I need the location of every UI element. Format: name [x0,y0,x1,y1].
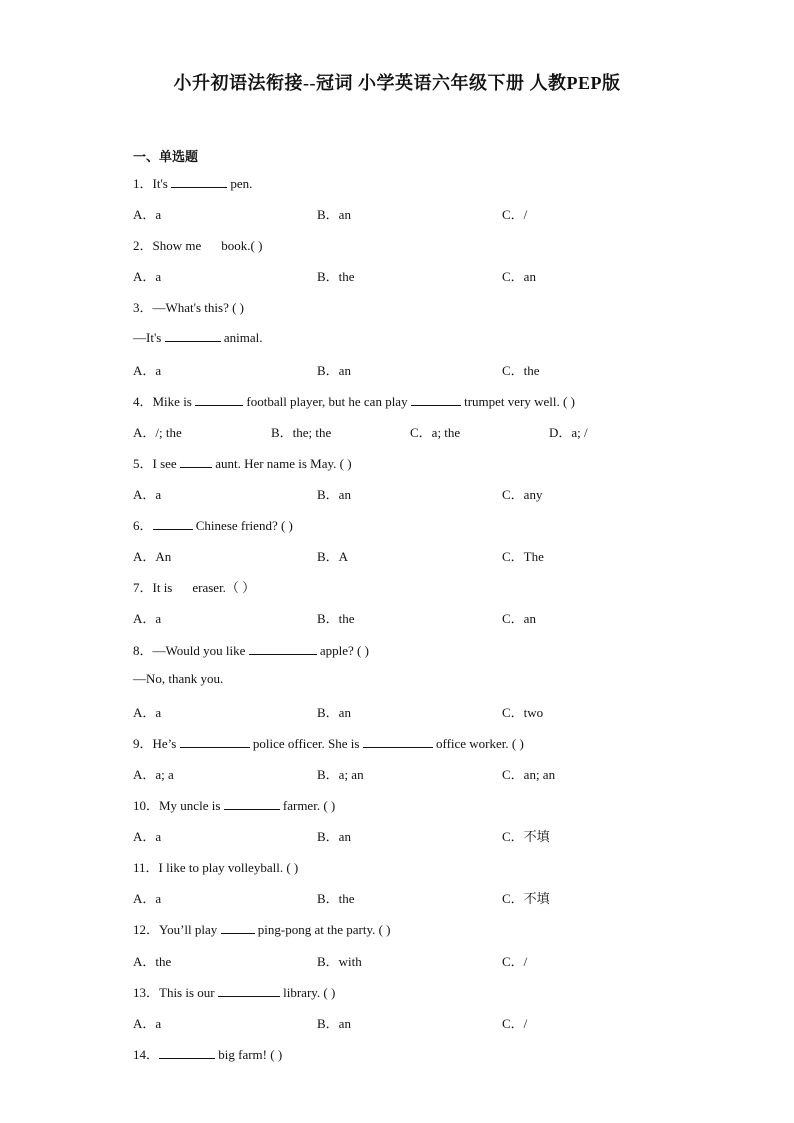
options-row [133,422,693,438]
question-stem [133,453,352,472]
option-a[interactable]: A．a [133,487,162,502]
answer-blank[interactable] [221,921,255,934]
option-c[interactable]: C．the [502,362,540,378]
option-d[interactable]: D．a; / [549,424,588,440]
question-stem [133,297,244,316]
stem-text: 13．This is our [133,984,218,1000]
option-a[interactable]: A．the [133,953,172,969]
answer-blank[interactable] [249,642,317,655]
option-a[interactable]: A．a [133,611,162,627]
option-a[interactable]: A．An [133,549,172,565]
option-b[interactable]: B．an [317,207,351,223]
options-row [133,826,693,845]
question-stem [133,1044,282,1063]
stem-text: Chinese friend? ( ) [192,518,293,534]
answer-blank[interactable] [224,797,280,810]
stem-text: 9．He’s [133,735,180,751]
options-row [133,1013,693,1029]
option-c[interactable]: C．an [502,611,536,627]
option-c[interactable]: C．不填 [502,829,550,845]
answer-blank[interactable] [195,393,243,406]
stem-text: pen. [227,176,253,191]
question-stem [133,329,262,346]
options-row [133,360,693,376]
stem-text: 8．—Would you like [133,642,249,658]
option-c[interactable]: C．/ [502,207,528,223]
stem-text: 7．It is [133,580,173,596]
option-b[interactable]: B．a; an [317,766,364,782]
stem-text: police officer. She is [249,735,363,751]
stem-text: 3．—What's this? ( ) [133,300,245,316]
stem-text: 5．I see [133,455,180,471]
option-a[interactable]: A．a [133,207,162,223]
question-stem [133,795,335,814]
question-stem [133,577,255,596]
option-b[interactable]: B．with [317,953,362,969]
answer-blank[interactable] [180,735,250,748]
option-a[interactable]: A．a; a [133,766,174,782]
option-c[interactable]: C．an; an [502,766,556,782]
section-heading: 一、单选题 [133,149,199,164]
stem-text: 10．My uncle is [133,798,224,813]
option-b[interactable]: B．the [317,611,355,627]
stem-text: 1．It's [133,176,172,191]
answer-blank[interactable] [159,1046,215,1059]
option-a[interactable]: A．a [133,891,162,907]
options-row [133,546,693,565]
question-stem [133,515,293,534]
option-c[interactable]: C．/ [502,1015,528,1031]
option-b[interactable]: B．an [317,1015,351,1031]
options-row [133,608,693,627]
stem-text: 14． [133,1046,160,1062]
stem-text: eraser.（ ） [192,580,256,596]
option-a[interactable]: A．a [133,269,162,285]
option-a[interactable]: A．a [133,1015,162,1031]
stem-text: ping-pong at the party. ( ) [254,922,391,938]
option-a[interactable]: A．a [133,362,162,378]
stem-text: —It's [133,329,165,345]
stem-text: big farm! ( ) [215,1046,283,1062]
option-c[interactable]: C．a; the [410,424,461,440]
stem-text: 12．You’ll play [133,922,221,938]
answer-blank[interactable] [411,393,461,406]
options-row [133,484,693,500]
options-row [133,204,693,223]
question-stem [133,919,391,938]
option-c[interactable]: C．不填 [502,891,550,907]
answer-blank[interactable] [165,329,221,342]
option-a[interactable]: A．a [133,829,162,845]
question-stem [133,733,524,752]
answer-blank[interactable] [363,735,433,748]
answer-blank[interactable] [218,984,280,997]
option-a[interactable]: A．/; the [133,424,182,440]
option-a[interactable]: A．a [133,704,162,720]
stem-text: farmer. ( ) [279,798,336,813]
question-stem [133,235,262,254]
question-stem [133,640,369,659]
stem-text: 4．Mike is [133,393,196,409]
option-b[interactable]: B．an [317,704,351,720]
page-title: 小升初语法衔接--冠词 小学英语六年级下册 人教PEP版 [173,73,621,93]
answer-blank[interactable] [180,455,212,468]
option-b[interactable]: B．an [317,362,351,378]
answer-blank[interactable] [171,175,227,188]
stem-text: 11．I like to play volleyball. ( ) [133,860,299,876]
option-c[interactable]: C．/ [502,953,528,969]
option-b[interactable]: B．an [317,829,351,845]
stem-text: book.( ) [221,238,263,254]
option-c[interactable]: C．any [502,487,543,502]
stem-text: 2．Show me [133,238,202,254]
stem-text: 6． [133,518,153,534]
option-b[interactable]: B．the [317,891,355,907]
stem-text: apple? ( ) [316,642,369,658]
stem-text: library. ( ) [279,984,336,1000]
option-b[interactable]: B．an [317,487,351,502]
question-stem [133,671,223,687]
options-row [133,951,693,967]
stem-text: aunt. Her name is May. ( ) [211,455,352,471]
option-c[interactable]: C．two [502,704,544,720]
question-stem [133,857,298,876]
question-stem [133,391,575,410]
option-c[interactable]: C．an [502,269,536,285]
stem-text: football player, but he can play [243,393,411,409]
option-b[interactable]: B．the; the [271,424,332,440]
option-c[interactable]: C．The [502,549,544,565]
stem-text: animal. [220,329,263,345]
question-stem [133,173,252,192]
option-b[interactable]: B．A [317,549,349,565]
options-row [133,266,693,285]
option-b[interactable]: B．the [317,269,355,285]
options-row [133,702,693,718]
answer-blank[interactable] [153,517,193,530]
stem-text: —No, thank you. [133,670,224,686]
options-row [133,888,693,907]
stem-text: office worker. ( ) [432,735,524,751]
question-stem [133,982,335,1001]
stem-text: trumpet very well. ( ) [460,393,575,409]
options-row [133,764,693,780]
